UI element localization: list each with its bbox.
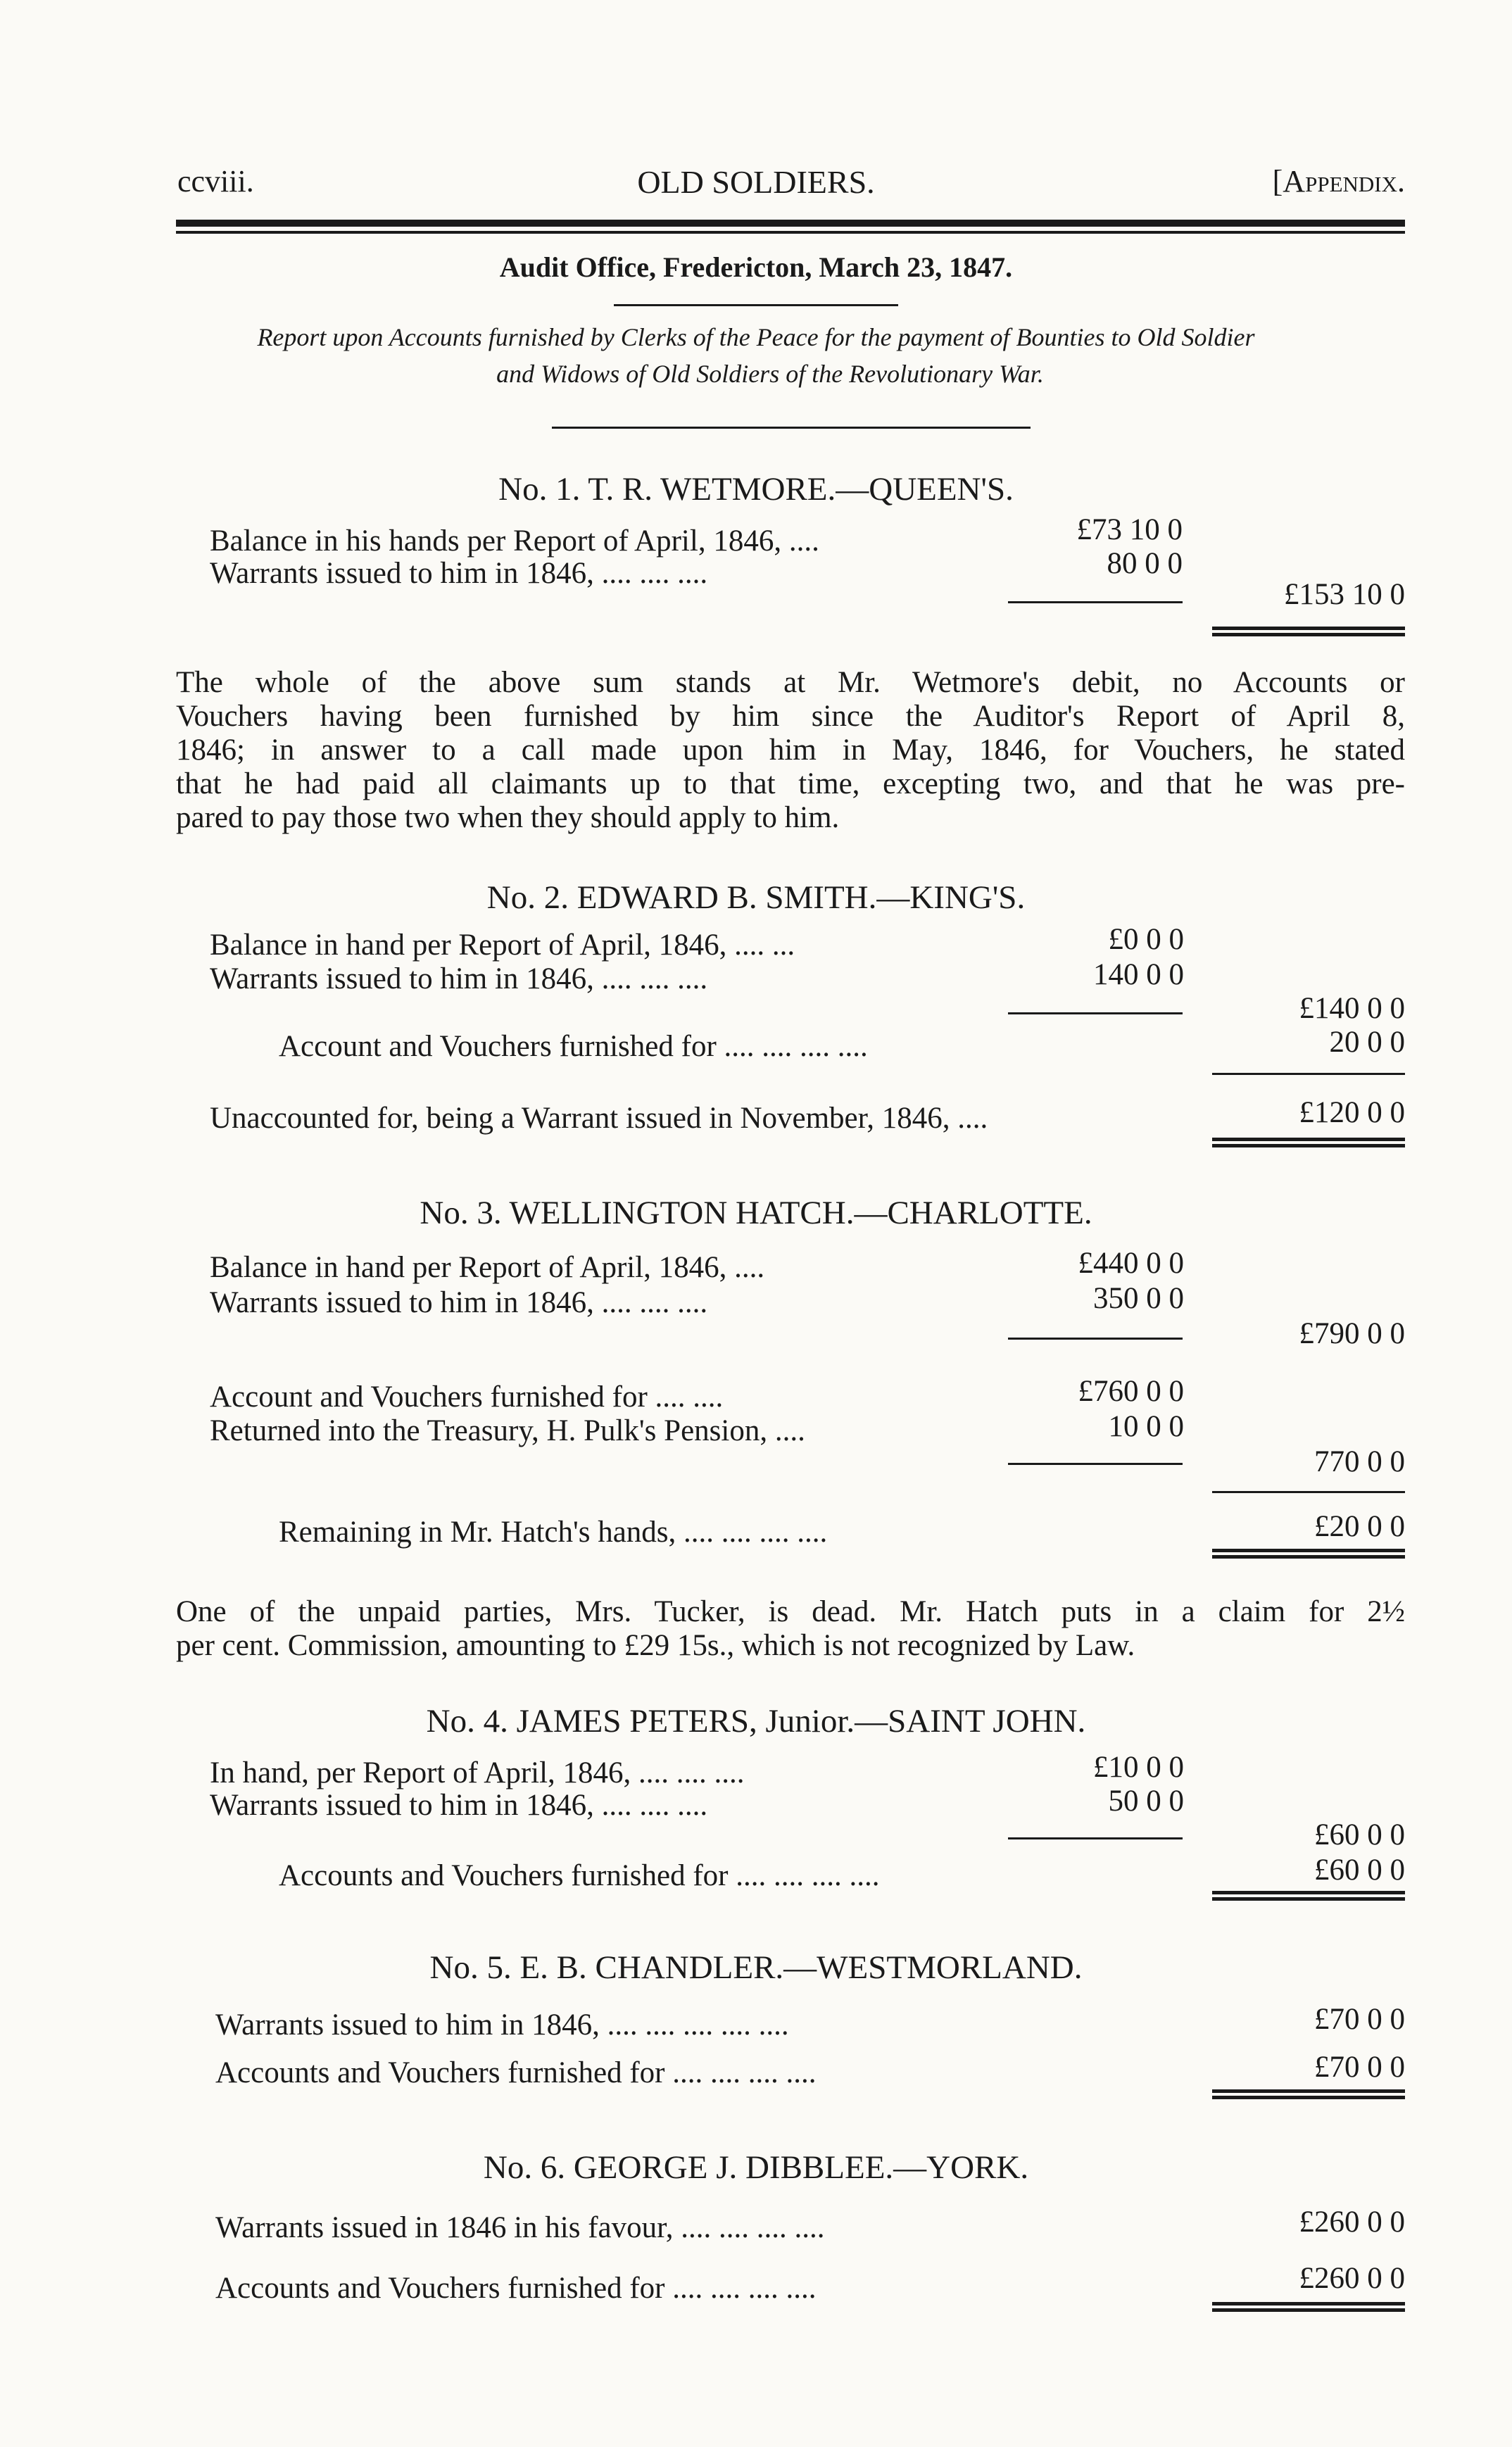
s4-subtotal-rule <box>1008 1837 1183 1839</box>
s2-unaccounted-label: Unaccounted for, being a Warrant issued in November, 1846, .... <box>210 1102 988 1135</box>
audit-office-line: Audit Office, Fredericton, March 23, 1847. <box>499 251 1013 283</box>
s5-warrants-amount: £70 0 0 <box>1314 2003 1405 2036</box>
s3-vouchers-label: Account and Vouchers furnished for .... .... <box>210 1380 724 1414</box>
section-1-title: No. 1. T. R. WETMORE.—QUEEN'S. <box>498 471 1014 508</box>
audit-underline <box>614 304 898 306</box>
s4-warrants-amount: 50 0 0 <box>1108 1785 1184 1818</box>
s3-remaining-rule <box>1212 1491 1405 1493</box>
section-3-title: No. 3. WELLINGTON HATCH.—CHARLOTTE. <box>420 1195 1092 1231</box>
report-title-line2: and Widows of Old Soldiers of the Revolutionary War. <box>496 360 1044 388</box>
s3-remaining-amount: £20 0 0 <box>1314 1510 1405 1543</box>
s2-total-double-rule <box>1212 1138 1405 1147</box>
s2-vouchers-rule <box>1212 1073 1405 1075</box>
s6-warrants-label: Warrants issued in 1846 in his favour, .... .... .... .... <box>215 2211 825 2244</box>
s5-warrants-label: Warrants issued to him in 1846, .... .... .... .... .... <box>215 2008 789 2042</box>
s5-vouchers-amount: £70 0 0 <box>1314 2051 1405 2084</box>
section-2-title: No. 2. EDWARD B. SMITH.—KING'S. <box>486 879 1026 916</box>
report-title-line1: Report upon Accounts furnished by Clerks of the Peace for the payment of Bounties to Old Soldier <box>257 323 1255 351</box>
s1-paragraph: The whole of the above sum stands at Mr. Wetmore's debit, no Accounts or Vouchers having been furnished by him since the Auditor's Report of April 8, 1846; in answer to a call made upon him in May, 1846, for Vouchers, he stated that he had paid all claimants up to that time, excepting two, and that he was pre- pared to pay those two when they should apply to him. <box>176 666 1405 834</box>
s1-balance-label: Balance in his hands per Report of April, 1846, .... <box>210 524 819 558</box>
s3-warrants-amount: 350 0 0 <box>1093 1282 1184 1315</box>
s4-inhand-amount: £10 0 0 <box>1093 1751 1184 1784</box>
s1-total-amount: £153 10 0 <box>1284 578 1405 611</box>
s3-vouchers-amount: £760 0 0 <box>1078 1375 1184 1408</box>
s2-subtotal-rule <box>1008 1012 1183 1014</box>
s3-subtotal-amount: £790 0 0 <box>1299 1317 1405 1350</box>
report-title-rule <box>552 427 1031 429</box>
s1-warrants-label: Warrants issued to him in 1846, .... .... .... <box>210 557 708 590</box>
header-rule-thin <box>176 231 1405 234</box>
s5-total-double-rule <box>1212 2089 1405 2099</box>
s1-subtotal-rule <box>1008 601 1183 603</box>
s1-total-double-rule <box>1212 627 1405 636</box>
s1-warrants-amount: 80 0 0 <box>1107 547 1183 580</box>
section-4-title: No. 4. JAMES PETERS, Junior.—SAINT JOHN. <box>426 1703 1086 1740</box>
s6-vouchers-label: Accounts and Vouchers furnished for .... .... .... .... <box>215 2272 817 2305</box>
s3-warrants-label: Warrants issued to him in 1846, .... .... .... <box>210 1286 708 1319</box>
s2-warrants-amount: 140 0 0 <box>1093 958 1184 991</box>
s3-returned-total: 770 0 0 <box>1314 1445 1405 1478</box>
s6-vouchers-amount: £260 0 0 <box>1299 2262 1405 2295</box>
section-6-title: No. 6. GEORGE J. DIBBLEE.—YORK. <box>483 2149 1029 2186</box>
s6-total-double-rule <box>1212 2302 1405 2312</box>
s2-unaccounted-amount: £120 0 0 <box>1299 1096 1405 1129</box>
s3-remaining-label: Remaining in Mr. Hatch's hands, .... .... .... .... <box>279 1516 828 1549</box>
s3-balance-amount: £440 0 0 <box>1078 1247 1184 1280</box>
running-title: OLD SOLDIERS. <box>637 164 875 200</box>
s2-vouchers-label: Account and Vouchers furnished for .... .... .... .... <box>279 1030 868 1063</box>
s3-returned-amount: 10 0 0 <box>1108 1410 1184 1443</box>
s5-vouchers-label: Accounts and Vouchers furnished for .... .... .... .... <box>215 2056 817 2089</box>
s4-warrants-label: Warrants issued to him in 1846, .... .... .... <box>210 1789 708 1822</box>
s3-balance-label: Balance in hand per Report of April, 1846, .... <box>210 1251 765 1284</box>
appendix-label: [Appendix. <box>1272 164 1405 199</box>
s1-balance-amount: £73 10 0 <box>1076 513 1183 546</box>
s4-vouchers-amount: £60 0 0 <box>1314 1854 1405 1887</box>
s3-subtotal-rule <box>1008 1338 1183 1340</box>
s2-warrants-label: Warrants issued to him in 1846, .... .... .... <box>210 962 708 995</box>
s3-returned-rule <box>1008 1463 1183 1465</box>
s4-vouchers-label: Accounts and Vouchers furnished for .... .... .... .... <box>279 1859 880 1892</box>
header-rule-thick <box>176 220 1405 227</box>
s3-returned-label: Returned into the Treasury, H. Pulk's Pension, .... <box>210 1414 805 1447</box>
s4-inhand-label: In hand, per Report of April, 1846, .... .... .... <box>210 1756 745 1789</box>
s4-subtotal-amount: £60 0 0 <box>1314 1818 1405 1851</box>
s3-paragraph: One of the unpaid parties, Mrs. Tucker, is dead. Mr. Hatch puts in a claim for 2½ per cent. Commission, amounting to £29 15s., which is not recognized by Law. <box>176 1595 1405 1662</box>
page-number: ccviii. <box>177 164 254 199</box>
s2-balance-label: Balance in hand per Report of April, 1846, .... ... <box>210 929 795 962</box>
s4-total-double-rule <box>1212 1891 1405 1901</box>
s2-subtotal-amount: £140 0 0 <box>1299 992 1405 1025</box>
s6-warrants-amount: £260 0 0 <box>1299 2206 1405 2239</box>
section-5-title: No. 5. E. B. CHANDLER.—WESTMORLAND. <box>429 1949 1083 1986</box>
s3-total-double-rule <box>1212 1549 1405 1559</box>
s2-vouchers-amount: 20 0 0 <box>1329 1026 1405 1059</box>
s2-balance-amount: £0 0 0 <box>1108 923 1184 956</box>
